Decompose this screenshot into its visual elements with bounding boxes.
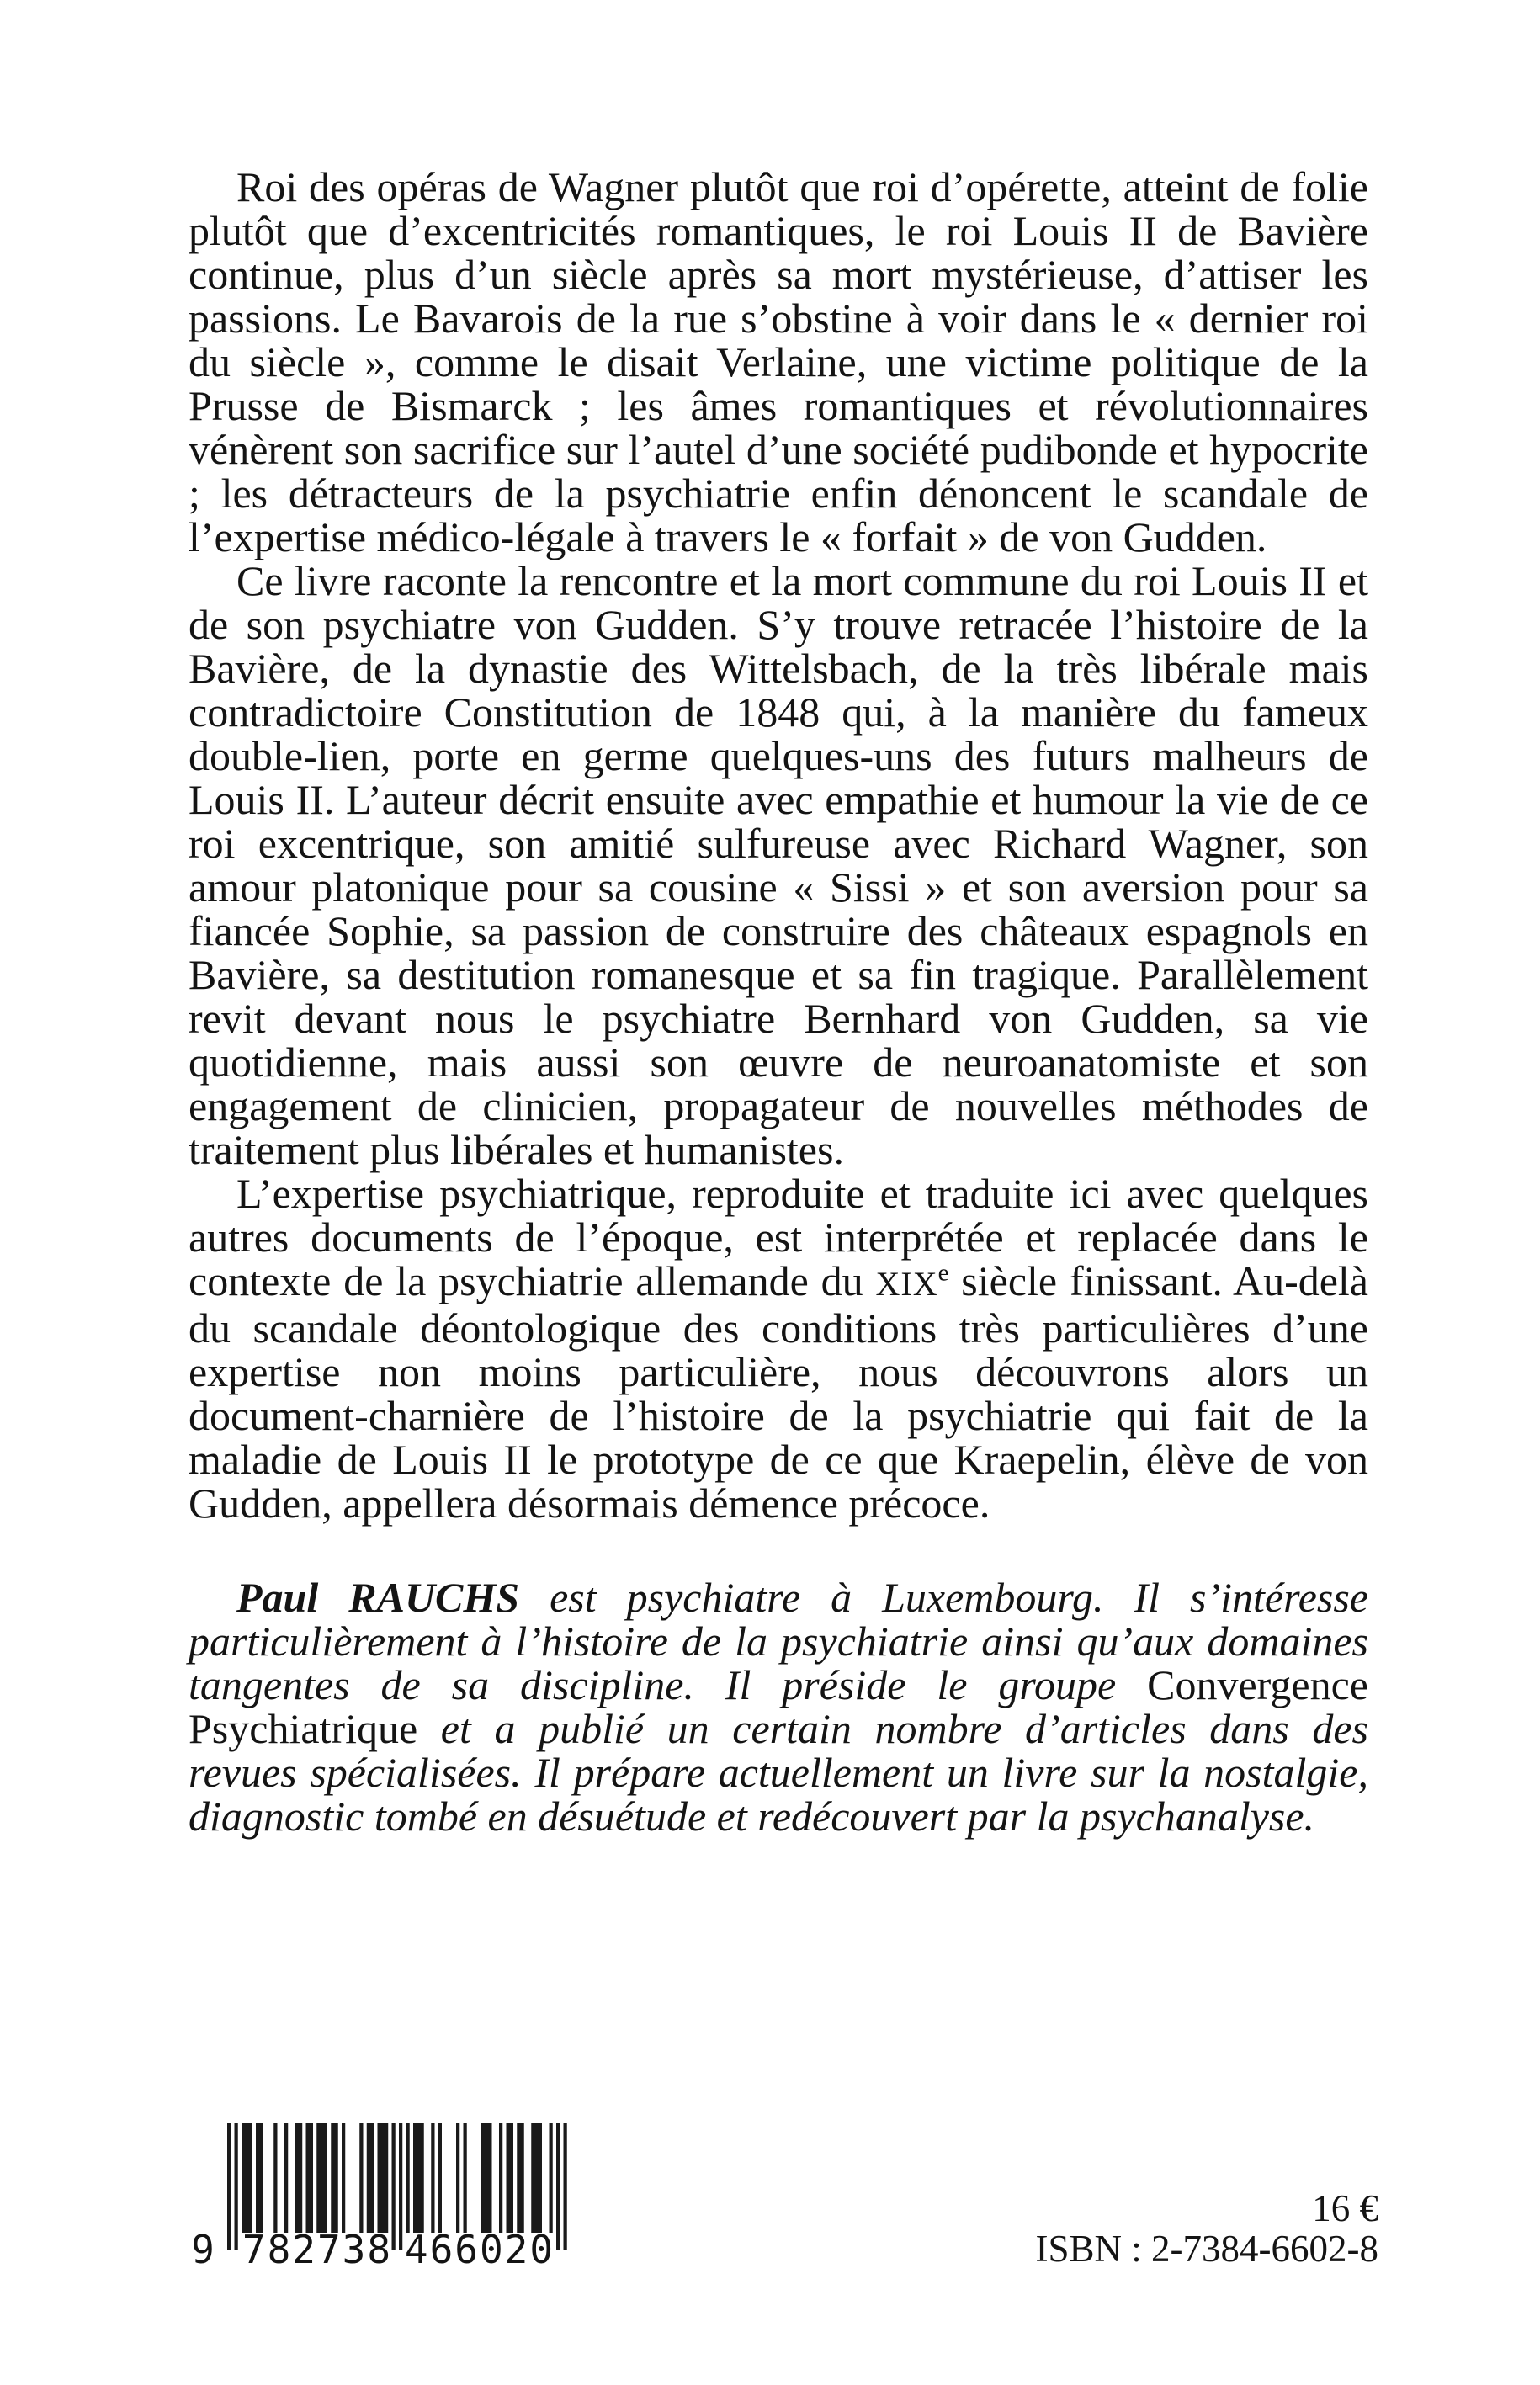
bio-text: et a publié un certain nombre d’articles dans des revues spécialisées. Il prépare actuellement un livre sur la nostalgie, diagnostic tombé en désuétude et redécouvert par la psychanalyse. xyxy=(189,1705,1368,1840)
author-bio xyxy=(189,1575,1368,1838)
century-roman-numeral: XIX xyxy=(875,1265,938,1303)
barcode-lead-digit: 9 xyxy=(191,2227,216,2271)
price: 16 € xyxy=(1312,2187,1378,2229)
paragraph-text: siècle finissant. Au-delà du scandale déontologique des conditions très particulières d’une expertise non moins particulière, nous découvrons alors un document-charnière de l’histoire de la psychiatrie qui fait de la maladie de Louis II le prototype de ce que Kraepelin, élève de von Gudden, appellera désormais démence précoce. xyxy=(189,1257,1368,1527)
synopsis-block xyxy=(189,165,1368,1838)
barcode-left-group: 782738 xyxy=(242,2227,393,2271)
synopsis-paragraph-1: Roi des opéras de Wagner plutôt que roi d’opérette, atteint de folie plutôt que d’excentricités romantiques, le roi Louis II de Bavière continue, plus d’un siècle après sa mort mystérieuse, d’attiser les passions. Le Bavarois de la rue s’obstine à voir dans le « dernier roi du siècle », comme le disait Verlaine, une victime politique de la Prusse de Bismarck ; les âmes romantiques et révolutionnaires vénèrent son sacrifice sur l’autel d’une société pudibonde et hypocrite ; les détracteurs de la psychiatrie enfin dénoncent le scandale de l’expertise médico-légale à travers le « forfait » de von Gudden. xyxy=(189,163,1368,560)
author-name: Paul RAUCHS xyxy=(236,1574,520,1621)
paragraph-text: L’expertise psychiatrique, reproduite et traduite ici avec quelques autres documents de l’époque, est interprétée et replacée dans le contexte de la psychiatrie allemande du xyxy=(189,1170,1368,1304)
century-ordinal-suffix: e xyxy=(937,1259,949,1287)
bio-text: est psychiatre à Luxembourg. Il s’intéresse particulièrement à l’histoire de la psychiatrie ainsi qu’aux domaines tangentes de sa discipline. Il préside le groupe xyxy=(189,1574,1368,1708)
pricing-block xyxy=(1036,2188,1378,2269)
group-name: Convergence Psychiatrique xyxy=(189,1661,1368,1752)
ean13-barcode xyxy=(189,2123,576,2271)
footer-area xyxy=(0,2079,1540,2385)
synopsis-paragraph-2: Ce livre raconte la rencontre et la mort commune du roi Louis II et de son psychiatre von Gudden. S’y trouve retracée l’histoire de la Bavière, de la dynastie des Wittelsbach, de la très libérale mais contradictoire Constitution de 1848 qui, à la manière du fameux double-lien, porte en germe quelques-uns des futurs malheurs de Louis II. L’auteur décrit ensuite avec empathie et humour la vie de ce roi excentrique, son amitié sulfureuse avec Richard Wagner, son amour platonique pour sa cousine « Sissi » et son aversion pour sa fiancée Sophie, sa passion de construire des châteaux espagnols en Bavière, sa destitution romanesque et sa fin tragique. Parallèlement revit devant nous le psychiatre Bernhard von Gudden, sa vie quotidienne, mais aussi son œuvre de neuroanatomiste et son engagement de clinicien, propagateur de nouvelles méthodes de traitement plus libérales et humanistes. xyxy=(189,557,1368,1173)
isbn: ISBN : 2-7384-6602-8 xyxy=(1035,2228,1378,2270)
barcode-right-group: 466020 xyxy=(404,2227,555,2271)
synopsis-paragraph-3 xyxy=(189,1171,1368,1525)
